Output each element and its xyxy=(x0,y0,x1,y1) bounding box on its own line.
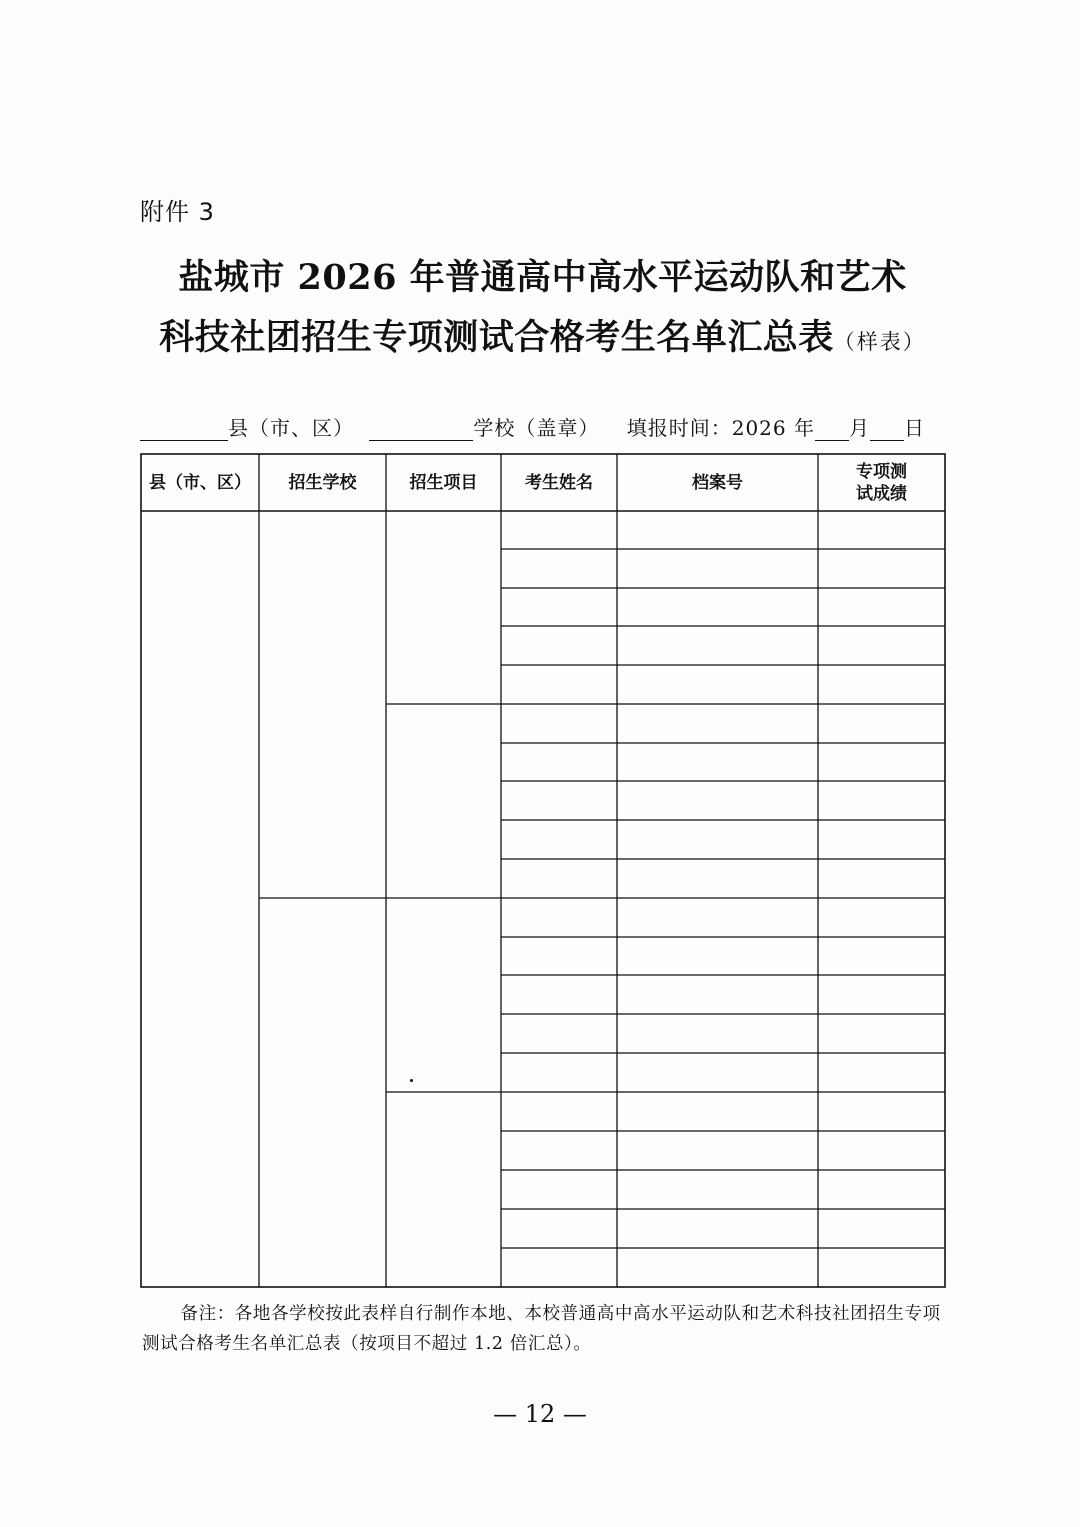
day-label: 日 xyxy=(903,416,925,440)
document-title-line-2-text: 科技社团招生专项测试合格考生名单汇总表 xyxy=(159,317,834,358)
header-school: 招生学校 xyxy=(288,473,357,493)
header-student-name: 考生姓名 xyxy=(525,473,593,493)
header-project: 招生项目 xyxy=(409,473,478,493)
remark-note: 备注：各地各学校按此表样自行制作本地、本校普通高中高水平运动队和艺术科技社团招生专项测试合格考生名单汇总表（按项目不超过 1.2 倍汇总）。 xyxy=(142,1304,941,1354)
header-file-number: 档案号 xyxy=(692,473,743,493)
page-number: — 12 — xyxy=(493,1400,587,1428)
month-label: 月 xyxy=(848,416,870,440)
header-county: 县（市、区） xyxy=(149,473,251,493)
scan-speck xyxy=(410,1079,413,1082)
county-label: 县（市、区） xyxy=(228,416,354,440)
attachment-label: 附件 3 xyxy=(140,198,215,226)
school-label: 学校（盖章） xyxy=(473,416,600,440)
document-title-line-1: 盐城市 2026 年普通高中高水平运动队和艺术 xyxy=(178,257,907,298)
date-label: 填报时间：2026 年 xyxy=(626,416,815,440)
header-test-score: 专项测试成绩 xyxy=(856,462,907,504)
table-border xyxy=(141,454,945,1287)
sample-marker: （样表） xyxy=(833,330,926,354)
